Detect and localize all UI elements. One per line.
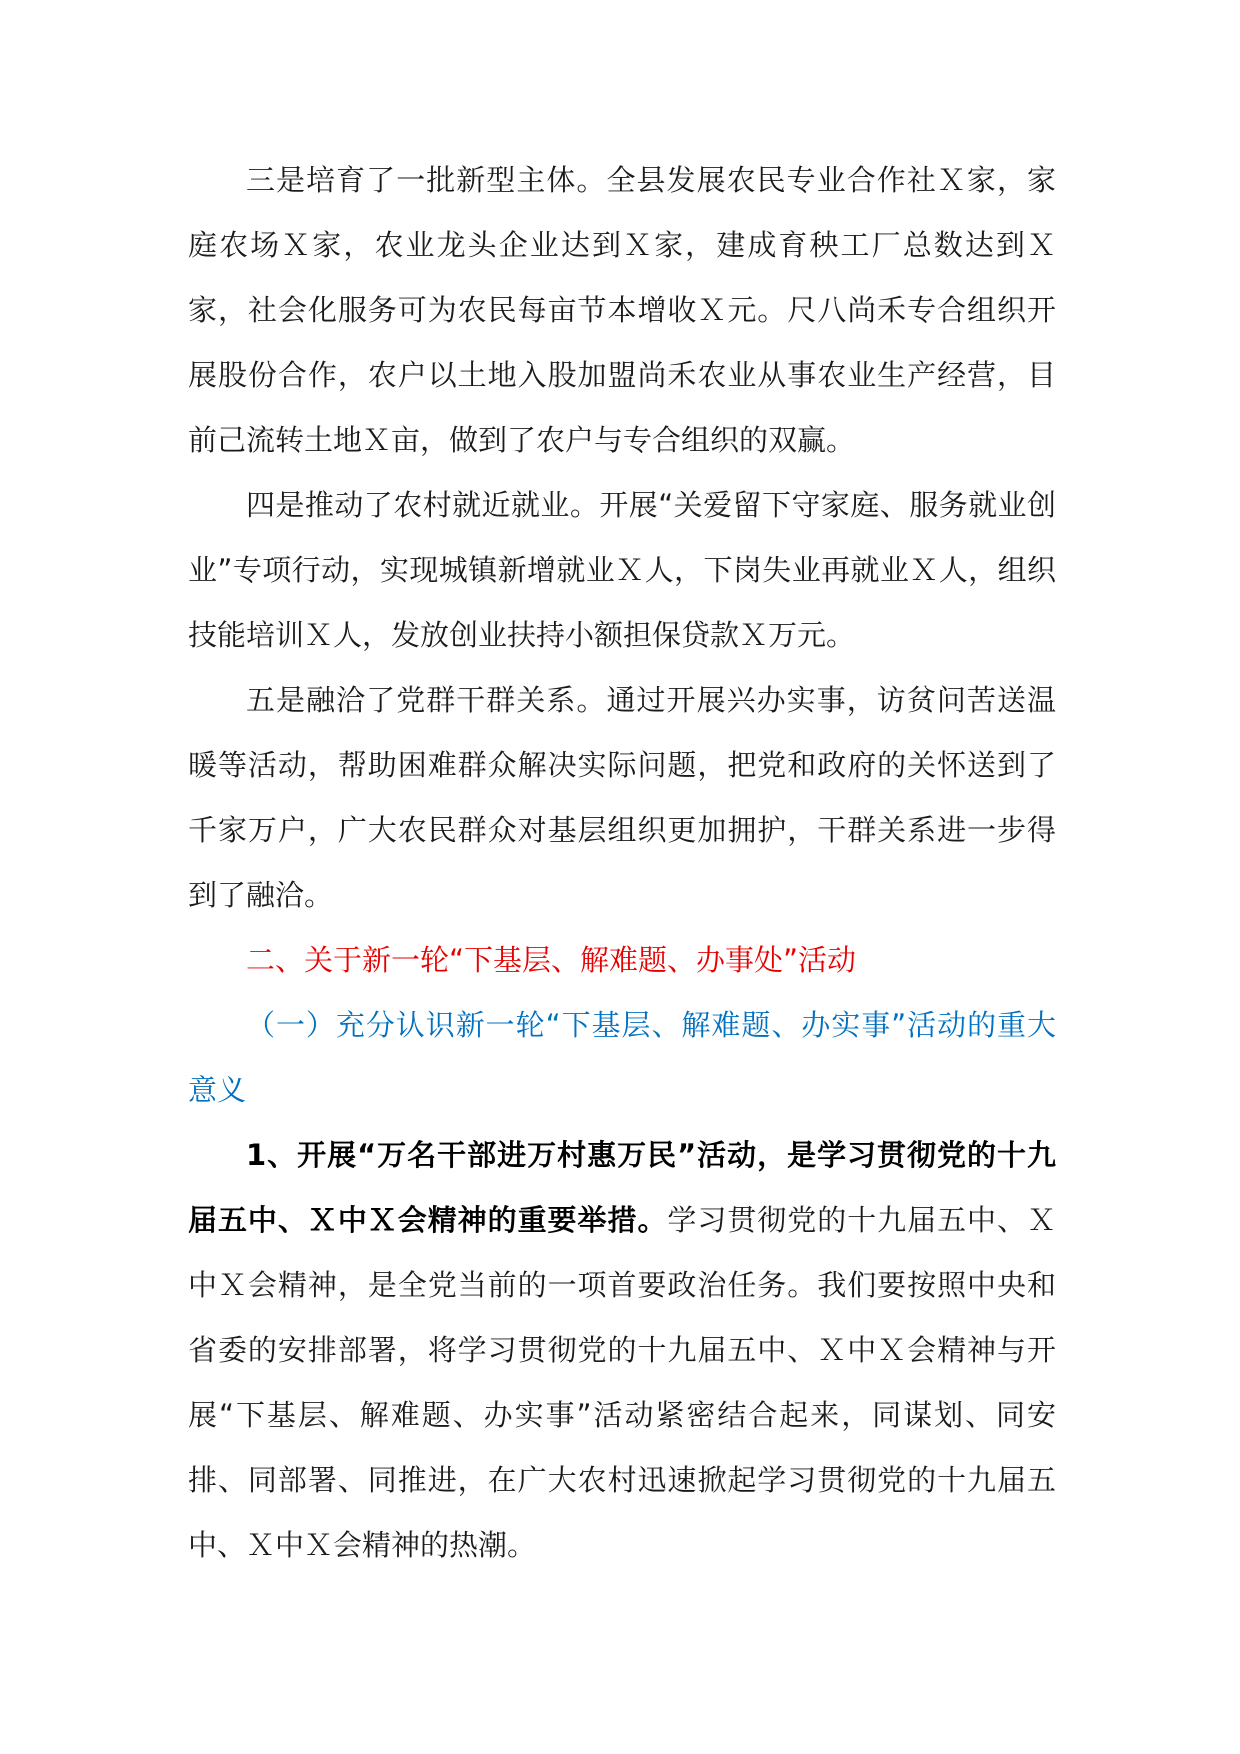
- paragraph-employment: 四是推动了农村就近就业。开展“关爱留下守家庭、服务就业创业”专项行动，实现城镇新增就业Ｘ人，下岗失业再就业Ｘ人，组织技能培训Ｘ人，发放创业扶持小额担保贷款Ｘ万元。: [188, 488, 1056, 652]
- paragraph-party-relations: 五是融洽了党群干群关系。通过开展兴办实事，访贫问苦送温暖等活动，帮助困难群众解决实际问题，把党和政府的关怀送到了千家万户，广大农民群众对基层组织更加拥护，干群关系进一步得到了融洽。: [188, 683, 1056, 912]
- item-1-lead: 1、开展“万名干部进万村惠万民”活动，是学习贯彻党的十九届五中、Ｘ中Ｘ会精神的重要举措。: [188, 1138, 1056, 1237]
- paragraph-item-1: [188, 1123, 1056, 1578]
- document-page: [188, 148, 1056, 1578]
- subsection-heading: （一）充分认识新一轮“下基层、解难题、办实事”活动的重大意义: [188, 1008, 1056, 1107]
- paragraph-new-entities: 三是培育了一批新型主体。全县发展农民专业合作社Ｘ家，家庭农场Ｘ家，农业龙头企业达到Ｘ家，建成育秧工厂总数达到Ｘ家，社会化服务可为农民每亩节本增收Ｘ元。尺八尚禾专合组织开展股份合作，农户以土地入股加盟尚禾农业从事农业生产经营，目前己流转土地Ｘ亩，做到了农户与专合组织的双赢。: [188, 163, 1056, 457]
- section-heading: 二、关于新一轮“下基层、解难题、办事处”活动: [246, 943, 857, 977]
- item-1-body: 学习贯彻党的十九届五中、Ｘ中Ｘ会精神，是全党当前的一项首要政治任务。我们要按照中央和省委的安排部署，将学习贯彻党的十九届五中、Ｘ中Ｘ会精神与开展“下基层、解难题、办实事”活动紧密结合起来，同谋划、同安排、同部署、同推进，在广大农村迅速掀起学习贯彻党的十九届五中、Ｘ中Ｘ会精神的热潮。: [188, 1203, 1056, 1562]
